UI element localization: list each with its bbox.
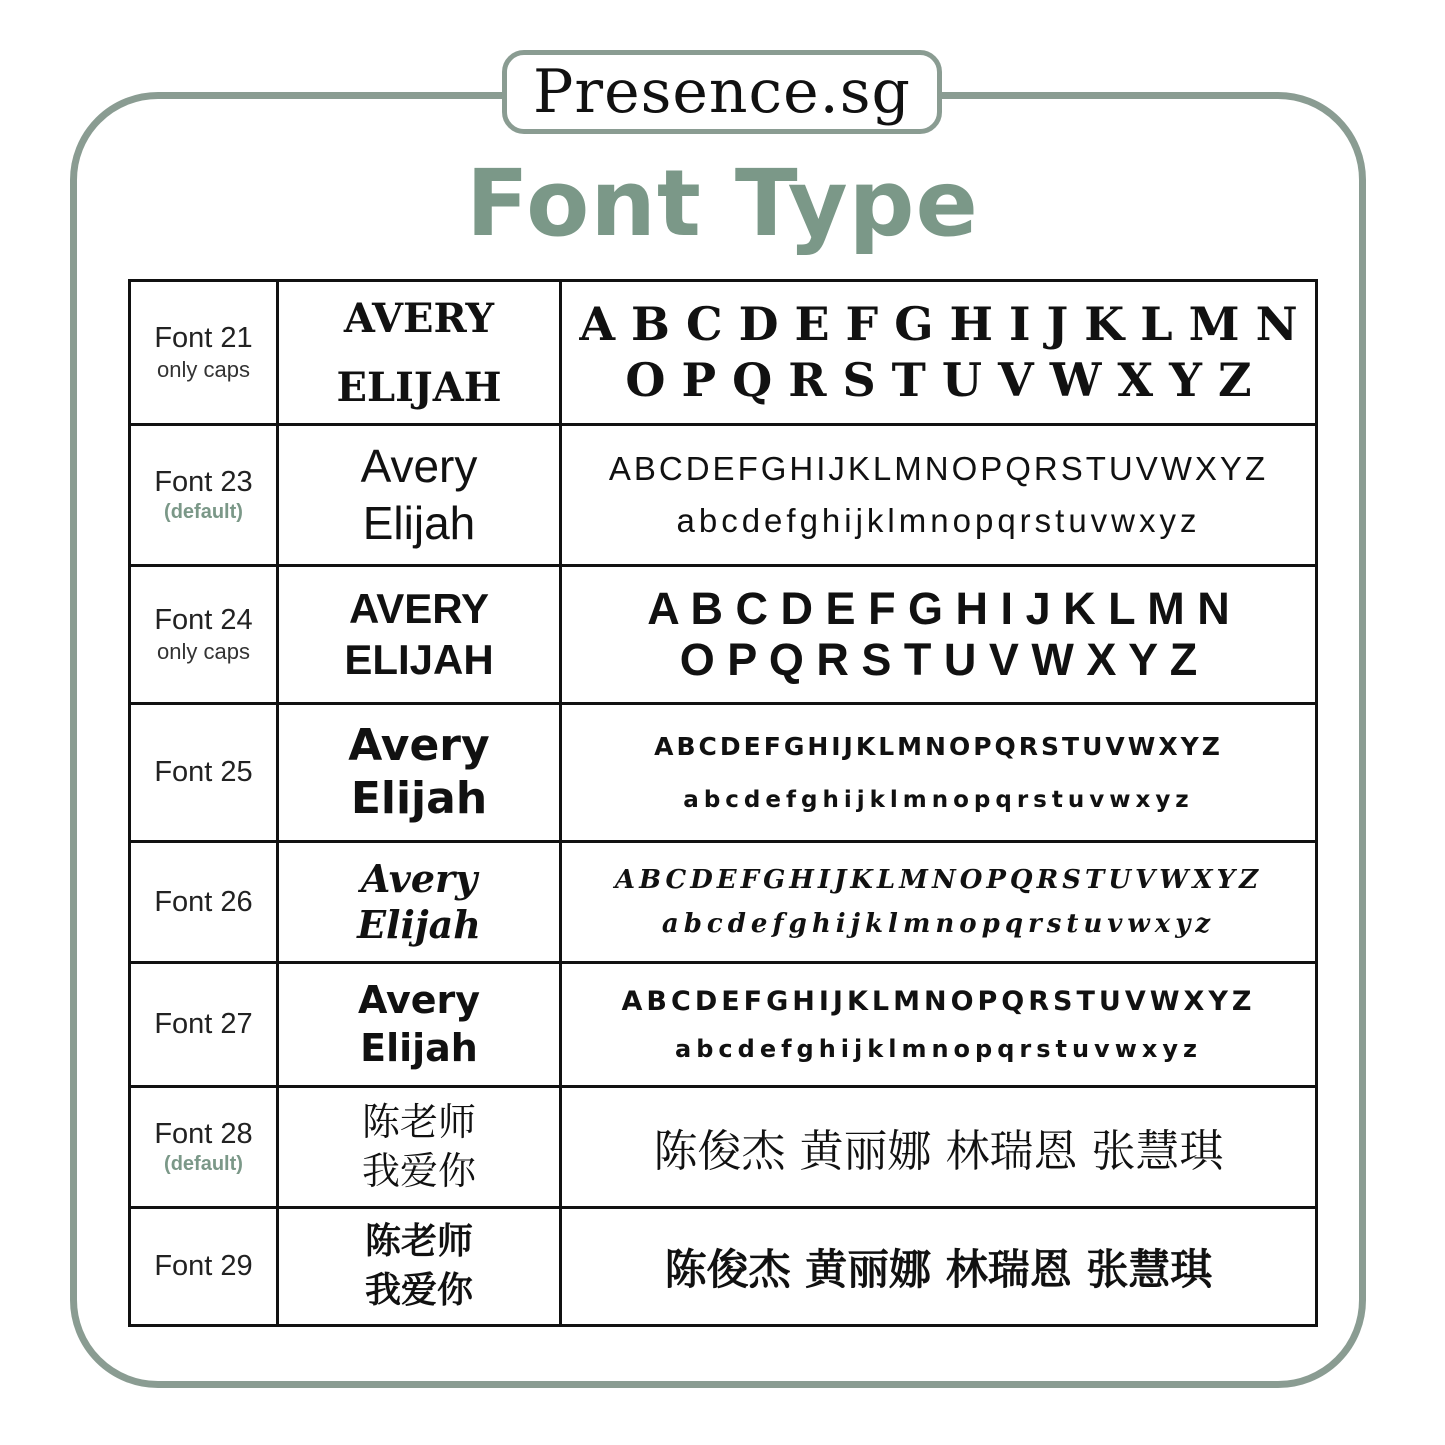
alphabet-line: ABCDEFGHIJKLMNOPQRSTUVWXYZ xyxy=(614,865,1263,895)
font-name-cell xyxy=(131,843,279,961)
font-row-27 xyxy=(131,961,1315,1085)
alphabet-line: 陈俊杰 黄丽娜 林瑞恩 张慧琪 xyxy=(664,1244,1213,1294)
sample-line: ELIJAH xyxy=(336,363,502,411)
alphabet-line: A B C D E F G H I J K L M N xyxy=(579,297,1298,352)
font-sample-cell xyxy=(279,1209,562,1324)
font-name: Font 27 xyxy=(154,1008,253,1040)
font-sample-cell xyxy=(279,567,562,702)
alphabet-line: ABCDEFGHIJKLMNOPQRSTUVWXYZ xyxy=(654,732,1223,761)
alphabet-line: O P Q R S T U V W X Y Z xyxy=(679,633,1198,685)
font-row-23 xyxy=(131,423,1315,564)
font-name-cell xyxy=(131,567,279,702)
sample-line: 陈老师 xyxy=(364,1220,473,1262)
font-name: Font 23 xyxy=(154,466,253,498)
font-sample-cell xyxy=(279,426,562,564)
font-row-25 xyxy=(131,702,1315,840)
sample-line: Avery xyxy=(348,719,490,771)
alphabet-line: ABCDEFGHIJKLMNOPQRSTUVWXYZ xyxy=(608,450,1269,487)
alphabet-cell xyxy=(562,1209,1315,1324)
sample-line: Elijah xyxy=(350,772,488,824)
brand-badge xyxy=(502,50,942,134)
alphabet-cell xyxy=(562,426,1315,564)
alphabet-cell xyxy=(562,843,1315,961)
font-name-cell xyxy=(131,705,279,840)
font-name-cell xyxy=(131,282,279,423)
font-sample-cell xyxy=(279,705,562,840)
font-name: Font 29 xyxy=(154,1250,253,1282)
alphabet-cell xyxy=(562,282,1315,423)
font-row-29 xyxy=(131,1206,1315,1324)
sample-line: Elijah xyxy=(357,902,481,947)
font-note-default: (default) xyxy=(164,1153,243,1175)
font-name-cell xyxy=(131,1209,279,1324)
font-name-cell xyxy=(131,1088,279,1206)
alphabet-cell xyxy=(562,705,1315,840)
alphabet-line: ABCDEFGHIJKLMNOPQRSTUVWXYZ xyxy=(621,986,1256,1017)
font-name: Font 25 xyxy=(154,756,253,788)
alphabet-line: abcdefghijklmnopqrstuvwxyz xyxy=(683,787,1194,813)
font-name: Font 26 xyxy=(154,885,253,918)
sample-line: 我爱你 xyxy=(361,1149,476,1193)
font-sample-cell xyxy=(279,1088,562,1206)
font-name: Font 24 xyxy=(154,604,253,636)
font-row-28 xyxy=(131,1085,1315,1206)
font-note: only caps xyxy=(157,357,250,382)
font-sample-cell xyxy=(279,964,562,1085)
sample-line: 我爱你 xyxy=(364,1269,473,1311)
font-row-21 xyxy=(131,282,1315,423)
alphabet-line: abcdefghijklmnopqrstuvwxyz xyxy=(675,1035,1202,1063)
sample-line: Elijah xyxy=(360,1025,478,1070)
alphabet-line: abcdefghijklmnopqrstuvwxyz xyxy=(676,502,1201,539)
font-name: Font 21 xyxy=(154,322,253,354)
page-title: Font Type xyxy=(466,150,979,257)
font-note: only caps xyxy=(157,639,250,664)
alphabet-line: 陈俊杰 黄丽娜 林瑞恩 张慧琪 xyxy=(653,1126,1224,1177)
sample-line: Avery xyxy=(360,439,478,492)
font-note-default: (default) xyxy=(164,501,243,523)
sample-line: AVERY xyxy=(348,585,490,633)
font-table xyxy=(128,279,1318,1327)
alphabet-cell xyxy=(562,567,1315,702)
font-name: Font 28 xyxy=(154,1118,253,1150)
font-name-cell xyxy=(131,964,279,1085)
sample-line: Elijah xyxy=(362,497,476,549)
font-sample-cell xyxy=(279,843,562,961)
alphabet-line: abcdefghijklmnopqrstuvwxyz xyxy=(661,909,1216,939)
font-sample-cell xyxy=(279,282,562,423)
sample-line: ELIJAH xyxy=(344,635,494,683)
alphabet-line: A B C D E F G H I J K L M N xyxy=(647,583,1230,635)
font-row-26 xyxy=(131,840,1315,961)
font-name-cell xyxy=(131,426,279,564)
alphabet-cell xyxy=(562,1088,1315,1206)
alphabet-cell xyxy=(562,964,1315,1085)
sample-line: 陈老师 xyxy=(361,1099,476,1144)
sample-line: Avery xyxy=(360,856,478,902)
font-row-24 xyxy=(131,564,1315,702)
brand-name: Presence.sg xyxy=(533,57,911,127)
sample-line: Avery xyxy=(357,978,481,1022)
alphabet-line: O P Q R S T U V W X Y Z xyxy=(625,352,1252,407)
sample-line: AVERY xyxy=(343,294,495,342)
